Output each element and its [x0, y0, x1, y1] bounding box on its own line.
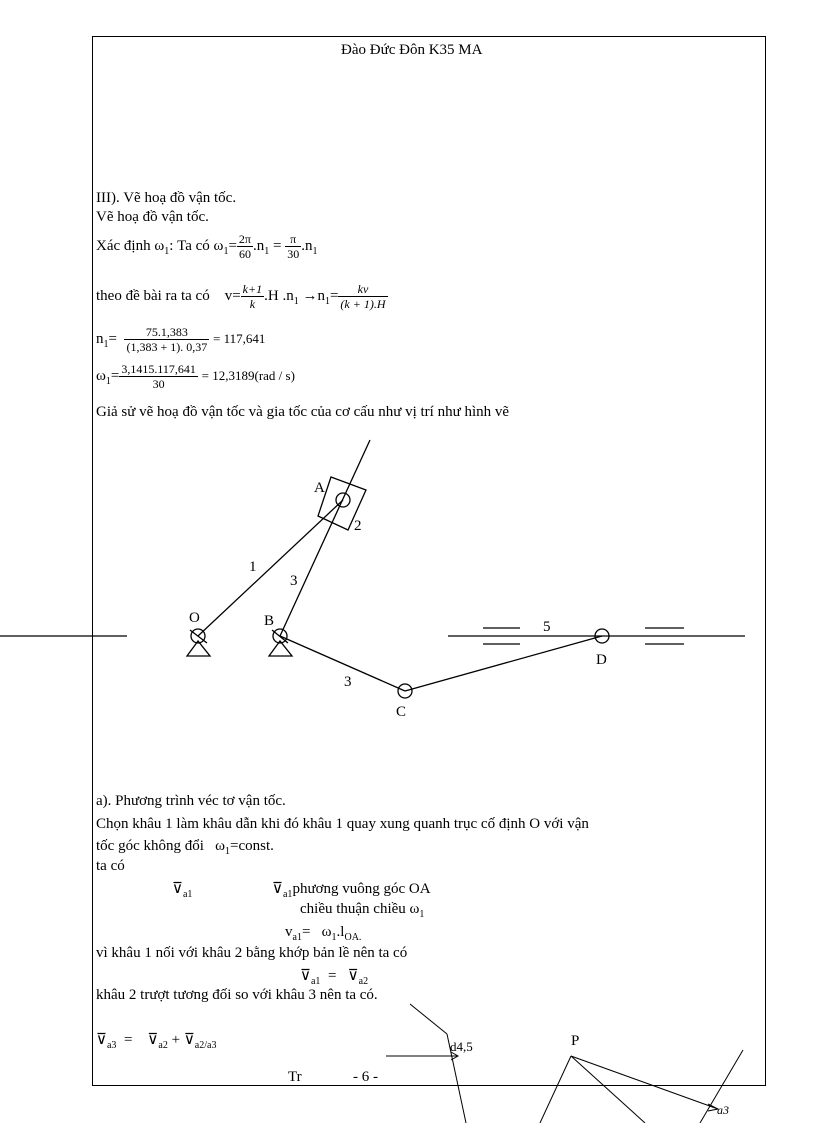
va1-equals-va2: $⊽_{a1}$ = $⊽_{a2}$	[300, 966, 369, 987]
w1-formula: $\omega_1=$ $\frac{3,1415.117,641}{30}$ = 12,3189(rad / s)	[96, 362, 295, 391]
label-O: O	[189, 610, 200, 626]
velocity-formula: theo đề bài ra ta có v= $\frac{k+1}{k}$ .H $.n_1 \to n_1=$ $\frac{kv}{(k + 1).H}$	[96, 282, 386, 311]
label-d45: d4,5	[450, 1039, 473, 1054]
va1-vector: $⊽_{a1}$	[172, 879, 193, 900]
part-a-line1: Chọn khâu 1 làm khâu dẫn khi đó khâu 1 quay xung quanh trục cố định O với vận	[96, 816, 589, 832]
va1-sense: chiều thuận chiều $\omega_1$	[300, 901, 425, 920]
label-link-1: 1	[249, 559, 257, 575]
label-a3: a3	[717, 1103, 729, 1117]
label-C: C	[396, 704, 407, 720]
va1-magnitude: $v_{a1}=$ $\omega_1.l_{OA.}$	[285, 924, 362, 943]
label-link-5: 5	[543, 619, 551, 635]
label-B: B	[264, 613, 275, 629]
label-link-2: 2	[354, 518, 362, 534]
label-A: A	[314, 480, 325, 496]
subtitle: Vẽ hoạ đồ vận tốc.	[96, 209, 209, 225]
n1-formula: $n_1=$ $\frac{75.1,383}{(1,383 + 1). 0,37}$ = 117,641	[96, 325, 266, 354]
velocity-equation: $⊽_{a3}$ = $⊽_{a2}$ + $⊽_{a2/a3}$	[96, 1030, 217, 1051]
assumption-text: Giả sử vẽ hoạ đồ vận tốc và gia tốc của cơ cấu như vị trí như hình vẽ	[96, 404, 510, 420]
omega-formula: Xác định $\omega_1$: Ta có $\omega_1=$ $\frac{2\pi}{60}$ $.n_1$ = $\frac{\pi}{30}$ $.n_1$	[96, 232, 318, 261]
section-title: III). Vẽ hoạ đồ vận tốc.	[96, 190, 237, 206]
slide-text: khâu 2 trượt tương đối so với khâu 3 nên ta có.	[96, 987, 378, 1003]
label-P: P	[571, 1033, 580, 1049]
label-D: D	[596, 652, 607, 668]
page-number: - 6 -	[353, 1069, 378, 1085]
joint-text: vì khâu 1 nối với khâu 2 bằng khớp bản lề nên ta có	[96, 945, 408, 961]
page-header: Đào Đức Đôn K35 MA	[341, 42, 483, 58]
part-a-title: a). Phương trình véc tơ vận tốc.	[96, 793, 286, 809]
ta-co: ta có	[96, 858, 125, 874]
part-a-line2: tốc góc không đổi $\omega_1=const$.	[96, 838, 274, 857]
label-link-3-lower: 3	[344, 674, 352, 690]
va1-direction: $⊽_{a1}phương$ vuông góc OA	[272, 879, 431, 900]
label-link-3-upper: 3	[290, 573, 298, 589]
footer-tr: Tr	[288, 1069, 302, 1085]
